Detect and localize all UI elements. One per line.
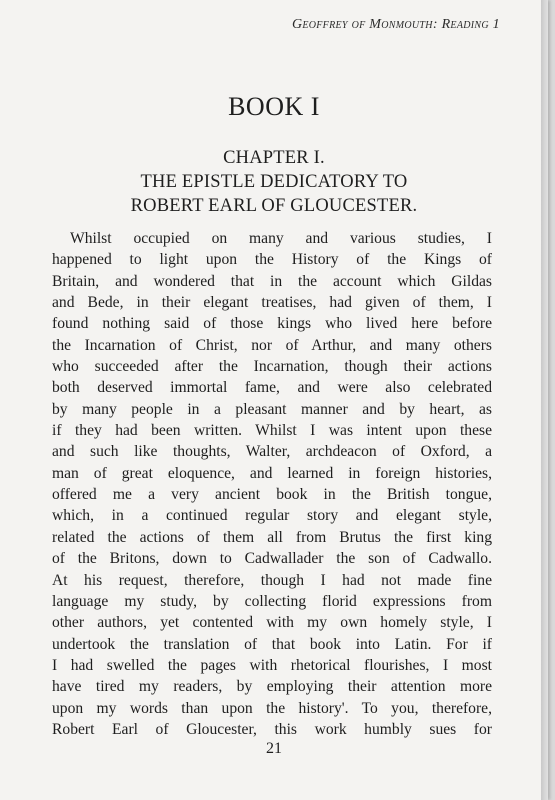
- body-line: language my study, by collecting florid expressions from: [52, 592, 492, 610]
- body-line: Whilst occupied on many and various studies, I: [70, 230, 492, 247]
- body-line: and Bede, in their elegant treatises, had given of them, I: [52, 294, 492, 312]
- body-line: related the actions of them all from Brutus the first king: [52, 528, 492, 546]
- body-line: both deserved immortal fame, and were also celebrated: [52, 379, 492, 397]
- body-line: At his request, therefore, though I had not made fine: [52, 571, 492, 589]
- body-line: Britain, and wondered that in the account which Gildas: [52, 272, 492, 290]
- body-line: of the Britons, down to Cadwallader the son of Cadwallo.: [52, 550, 492, 568]
- body-line: upon my words than upon the history'. To you, therefore,: [52, 699, 492, 717]
- chapter-title-line-1: THE EPISTLE DEDICATORY TO: [140, 172, 408, 192]
- body-line: found nothing said of those kings who lived here before: [52, 315, 492, 333]
- body-line: happened to light upon the History of the Kings of: [52, 251, 492, 269]
- body-line: have tired my readers, by employing their attention more: [52, 678, 492, 696]
- body-line: Robert Earl of Gloucester, this work humbly sues for: [52, 720, 492, 738]
- body-line: offered me a very ancient book in the British tongue,: [52, 486, 492, 504]
- body-line: other authors, yet contented with my own homely style, I: [52, 614, 492, 632]
- body-line: which, in a continued regular story and elegant style,: [52, 507, 492, 525]
- page-number: 21: [266, 740, 282, 757]
- running-head: Geoffrey of Monmouth: Reading 1: [291, 17, 500, 32]
- body-line: undertook the translation of that book into Latin. For if: [52, 635, 492, 653]
- body-line: by many people in a pleasant manner and by heart, as: [52, 400, 492, 418]
- chapter-heading: [0, 146, 548, 218]
- body-line: if they had been written. Whilst I was intent upon these: [52, 422, 492, 440]
- body-paragraph: [52, 228, 492, 740]
- body-line: and such like thoughts, Walter, archdeacon of Oxford, a: [52, 443, 492, 461]
- chapter-title-line-2: ROBERT EARL OF GLOUCESTER.: [130, 196, 418, 216]
- body-line: the Incarnation of Christ, nor of Arthur, and many others: [52, 336, 492, 354]
- chapter-number: CHAPTER I.: [223, 148, 325, 168]
- body-line: man of great eloquence, and learned in foreign histories,: [52, 464, 492, 482]
- body-line: who succeeded after the Incarnation, though their actions: [52, 358, 492, 376]
- book-title: BOOK I: [228, 92, 320, 121]
- body-line: I had swelled the pages with rhetorical flourishes, I most: [52, 656, 492, 674]
